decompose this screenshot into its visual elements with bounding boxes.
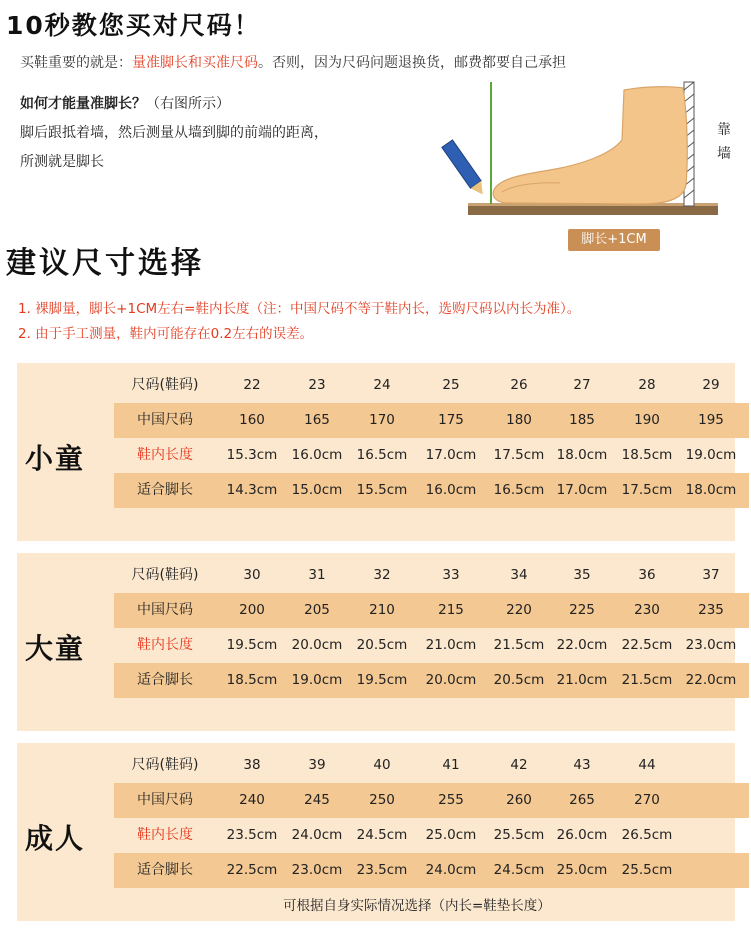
table-cell: 19.5cm [226, 637, 278, 653]
row-header: 鞋内长度 [137, 827, 193, 843]
table-cell: 170 [369, 412, 395, 428]
table-cell: 270 [634, 792, 660, 808]
table-cell: 26 [510, 377, 528, 393]
table-row [114, 403, 749, 438]
table-cell: 44 [638, 757, 656, 773]
pen-icon [442, 140, 488, 198]
table-cell: 34 [510, 567, 528, 583]
row-header: 尺码(鞋码) [131, 567, 199, 583]
table-cell: 37 [702, 567, 720, 583]
row-header: 尺码(鞋码) [131, 757, 199, 773]
table-cell: 22 [243, 377, 261, 393]
foot-icon [493, 87, 687, 204]
table-cell: 235 [698, 602, 724, 618]
row-header: 中国尺码 [137, 792, 193, 808]
table-cell: 19.5cm [356, 672, 408, 688]
section-title: 建议尺寸选择 [6, 246, 204, 281]
table-row [114, 783, 749, 818]
table-cell: 195 [698, 412, 724, 428]
group-label: 成人 [25, 822, 86, 855]
table-cell: 18.5cm [226, 672, 278, 688]
table-cell: 24.5cm [356, 827, 408, 843]
table-cell: 215 [438, 602, 464, 618]
table-cell: 190 [634, 412, 660, 428]
table-cell: 24 [373, 377, 391, 393]
row-header: 适合脚长 [137, 672, 193, 688]
table-cell: 205 [304, 602, 330, 618]
table-cell: 16.0cm [291, 447, 343, 463]
table-cell: 260 [506, 792, 532, 808]
table-cell: 16.5cm [493, 482, 545, 498]
table-row [114, 853, 749, 888]
table-cell: 19.0cm [291, 672, 343, 688]
table-cell: 41 [442, 757, 460, 773]
table-cell: 23.0cm [685, 637, 737, 653]
table-cell: 30 [243, 567, 261, 583]
table-cell: 17.0cm [556, 482, 608, 498]
table-cell: 39 [308, 757, 326, 773]
how-heading-text: 如何才能量准脚长？ [20, 96, 146, 112]
table-row [114, 473, 749, 508]
how-line-2: 所测就是脚长 [20, 154, 104, 170]
table-cell: 16.0cm [425, 482, 477, 498]
table-cell: 25.5cm [621, 862, 673, 878]
table-cell: 25.5cm [493, 827, 545, 843]
row-header: 适合脚长 [137, 862, 193, 878]
row-header: 鞋内长度 [137, 637, 193, 653]
how-line-1: 脚后跟抵着墙，然后测量从墙到脚的前端的距离， [20, 125, 328, 141]
table-cell: 255 [438, 792, 464, 808]
table-cell: 42 [510, 757, 528, 773]
row-header: 中国尺码 [137, 602, 193, 618]
table-cell: 180 [506, 412, 532, 428]
table-cell: 43 [573, 757, 591, 773]
how-heading [20, 93, 230, 113]
page-title: 10秒教您买对尺码！ [6, 11, 261, 40]
table-cell: 20.5cm [356, 637, 408, 653]
table-cell: 175 [438, 412, 464, 428]
table-cell: 15.3cm [226, 447, 278, 463]
table-cell: 25.0cm [556, 862, 608, 878]
table-cell: 265 [569, 792, 595, 808]
table-cell: 38 [243, 757, 261, 773]
table-cell: 28 [638, 377, 656, 393]
table-cell: 24.0cm [425, 862, 477, 878]
note-2: 2. 由于手工测量，鞋内可能存在0.2左右的误差。 [18, 326, 314, 342]
group-label: 大童 [25, 632, 86, 665]
table-row [114, 368, 749, 403]
row-header: 尺码(鞋码) [131, 377, 199, 393]
table-cell: 22.0cm [685, 672, 737, 688]
table-cell: 240 [239, 792, 265, 808]
table-cell: 19.0cm [685, 447, 737, 463]
table-cell: 33 [442, 567, 460, 583]
table-cell: 18.0cm [556, 447, 608, 463]
row-header: 鞋内长度 [137, 447, 193, 463]
ground-line [468, 205, 718, 215]
table-cell: 40 [373, 757, 391, 773]
row-header: 中国尺码 [137, 412, 193, 428]
table-row [114, 438, 749, 473]
table-cell: 35 [573, 567, 591, 583]
intro-highlight: 量准脚长和买准尺码 [132, 55, 258, 71]
how-heading-note: （右图所示） [146, 96, 230, 112]
table-row [114, 558, 749, 593]
table-cell: 20.0cm [425, 672, 477, 688]
wall-label-1: 靠 [717, 122, 731, 138]
table-cell: 26.0cm [556, 827, 608, 843]
intro-text [20, 52, 566, 72]
table-cell: 31 [308, 567, 326, 583]
table-cell: 220 [506, 602, 532, 618]
wall-label-2: 墙 [717, 146, 731, 162]
table-cell: 250 [369, 792, 395, 808]
table-cell: 24.0cm [291, 827, 343, 843]
table-row [114, 593, 749, 628]
table-cell: 17.5cm [493, 447, 545, 463]
note-1: 1. 裸脚量，脚长+1CM左右=鞋内长度（注：中国尺码不等于鞋内长，选购尺码以内长为准）。 [18, 301, 581, 317]
group-label: 小童 [25, 442, 86, 475]
table-cell: 36 [638, 567, 656, 583]
footnote: 可根据自身实际情况选择（内长=鞋垫长度） [283, 898, 551, 914]
table-cell: 225 [569, 602, 595, 618]
table-row [114, 748, 749, 783]
table-cell: 14.3cm [226, 482, 278, 498]
table-cell: 29 [702, 377, 720, 393]
table-cell: 24.5cm [493, 862, 545, 878]
table-cell: 185 [569, 412, 595, 428]
table-row [114, 628, 749, 663]
table-cell: 23 [308, 377, 326, 393]
table-cell: 23.5cm [356, 862, 408, 878]
table-cell: 21.5cm [493, 637, 545, 653]
table-cell: 245 [304, 792, 330, 808]
size-table-panel [17, 553, 735, 731]
table-cell: 20.0cm [291, 637, 343, 653]
wall-label [713, 118, 735, 166]
table-cell: 25.0cm [425, 827, 477, 843]
table-cell: 15.0cm [291, 482, 343, 498]
table-cell: 21.0cm [425, 637, 477, 653]
table-row [114, 818, 749, 853]
table-cell: 22.5cm [226, 862, 278, 878]
table-cell: 17.5cm [621, 482, 673, 498]
table-cell: 165 [304, 412, 330, 428]
table-cell: 21.5cm [621, 672, 673, 688]
table-cell: 15.5cm [356, 482, 408, 498]
table-cell: 20.5cm [493, 672, 545, 688]
table-cell: 26.5cm [621, 827, 673, 843]
table-cell: 22.5cm [621, 637, 673, 653]
row-header: 适合脚长 [137, 482, 193, 498]
table-cell: 18.0cm [685, 482, 737, 498]
table-cell: 21.0cm [556, 672, 608, 688]
table-cell: 17.0cm [425, 447, 477, 463]
size-table-panel [17, 363, 735, 541]
table-cell: 18.5cm [621, 447, 673, 463]
table-cell: 25 [442, 377, 460, 393]
table-cell: 27 [573, 377, 591, 393]
table-cell: 32 [373, 567, 391, 583]
table-cell: 23.5cm [226, 827, 278, 843]
table-cell: 160 [239, 412, 265, 428]
table-cell: 22.0cm [556, 637, 608, 653]
foot-length-badge: 脚长+1CM [568, 229, 660, 251]
table-cell: 16.5cm [356, 447, 408, 463]
intro-suffix: 。否则，因为尺码问题退换货，邮费都要自己承担 [258, 55, 566, 71]
table-row [114, 663, 749, 698]
table-cell: 200 [239, 602, 265, 618]
intro-prefix: 买鞋重要的就是： [20, 55, 132, 71]
table-cell: 23.0cm [291, 862, 343, 878]
table-cell: 210 [369, 602, 395, 618]
table-cell: 230 [634, 602, 660, 618]
